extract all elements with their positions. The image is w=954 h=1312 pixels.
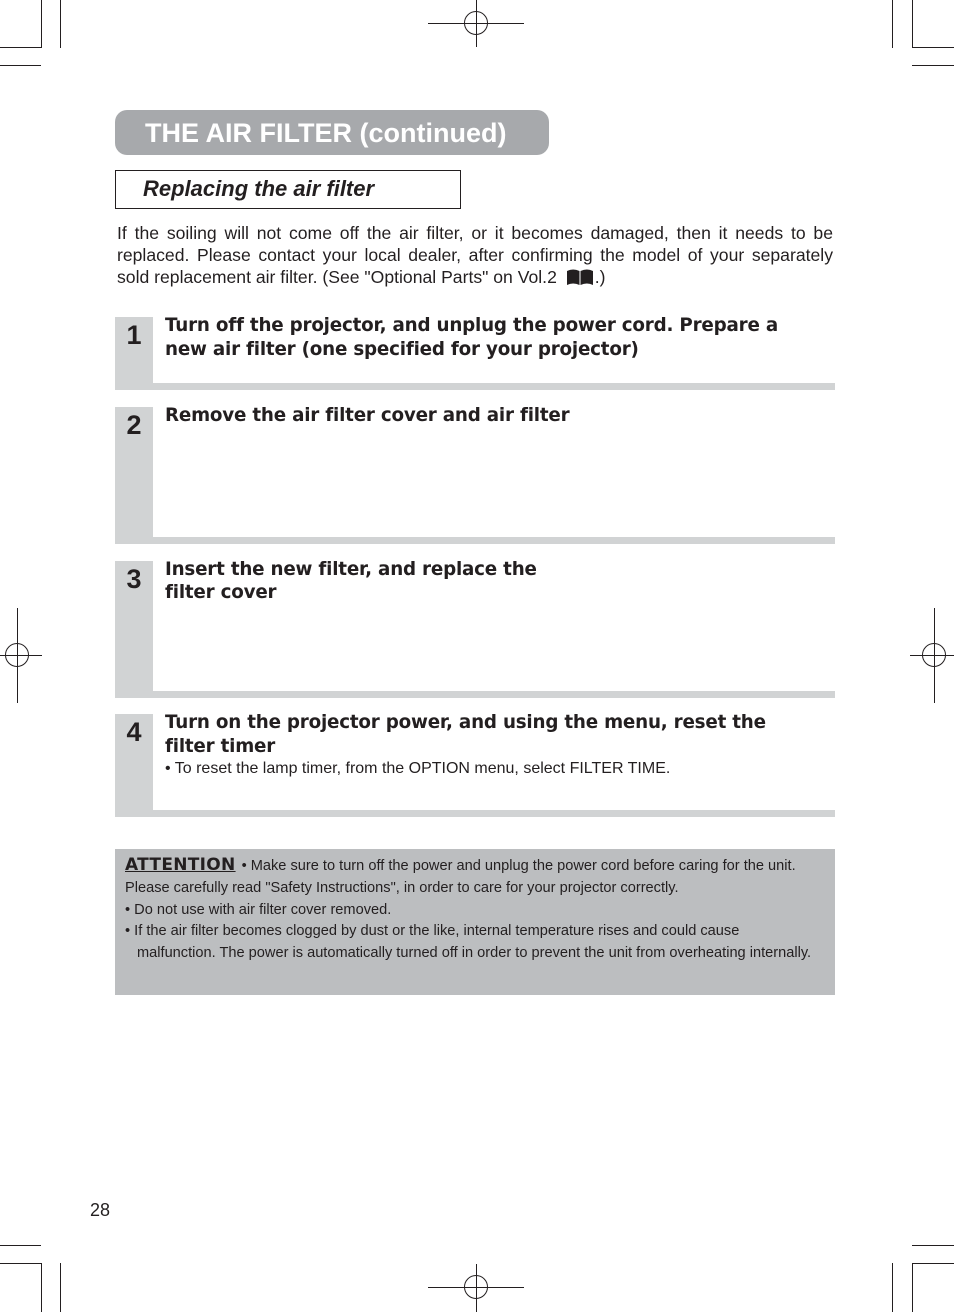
crop-mark — [892, 1263, 893, 1312]
page-number: 28 — [90, 1200, 111, 1220]
crop-mark — [892, 0, 893, 48]
crop-mark — [41, 0, 42, 48]
crop-mark — [41, 1263, 42, 1312]
step-title-line: new air filter (one specified for your projector) — [165, 339, 639, 360]
crop-mark — [60, 0, 61, 48]
crop-mark — [0, 65, 41, 66]
page-title: THE AIR FILTER (continued) — [145, 118, 507, 148]
crop-mark — [912, 1263, 954, 1264]
step-title-line: filter cover — [165, 582, 277, 603]
crop-mark — [912, 65, 954, 66]
intro-paragraph — [117, 222, 833, 288]
step-number: 1 — [126, 320, 142, 350]
step-number: 3 — [126, 564, 142, 594]
section-heading: Replacing the air filter — [143, 176, 375, 201]
intro-text: If the soiling will not come off the air filter, or it becomes damaged, then it needs to be replaced. Please contact your local dealer, after confirming the model of your separately sold replacement air filter. (See "Optional Parts" on Vol.2 — [117, 223, 833, 287]
crop-mark — [60, 1263, 61, 1312]
step-title-line: Remove the air filter cover and air filter — [165, 405, 570, 426]
attention-bullet: • If the air filter becomes clogged by dust or the like, internal temperature rises and could cause malfunction. The power is automatically turned off in order to prevent the unit from overheating internally. — [125, 923, 812, 962]
step-title-line: Turn off the projector, and unplug the power cord. Prepare a — [165, 315, 778, 336]
crop-mark — [0, 1263, 41, 1264]
attention-line: • Make sure to turn off the power and unplug the power cord before caring for the unit. Please carefully read "Safety Instructions", in order to care for your projector correctly. — [125, 858, 796, 896]
step-title-line: Turn on the projector power, and using the menu, reset the — [165, 712, 766, 733]
crop-mark — [912, 47, 954, 48]
step-number: 4 — [126, 717, 142, 747]
step-title-line: Insert the new filter, and replace the — [165, 559, 537, 580]
attention-label: ATTENTION — [125, 855, 236, 875]
intro-text-end: .) — [594, 267, 606, 287]
attention-text — [125, 855, 815, 965]
crop-mark — [0, 47, 41, 48]
crop-mark — [912, 0, 913, 48]
book-icon — [566, 268, 594, 286]
crop-mark — [912, 1263, 913, 1312]
step-title-line: filter timer — [165, 736, 276, 757]
step-number: 2 — [126, 410, 142, 440]
attention-bullet: • Do not use with air filter cover removed. — [125, 901, 392, 918]
crop-mark — [0, 1245, 41, 1246]
step-note: • To reset the lamp timer, from the OPTION menu, select FILTER TIME. — [165, 760, 671, 777]
crop-mark — [912, 1245, 954, 1246]
